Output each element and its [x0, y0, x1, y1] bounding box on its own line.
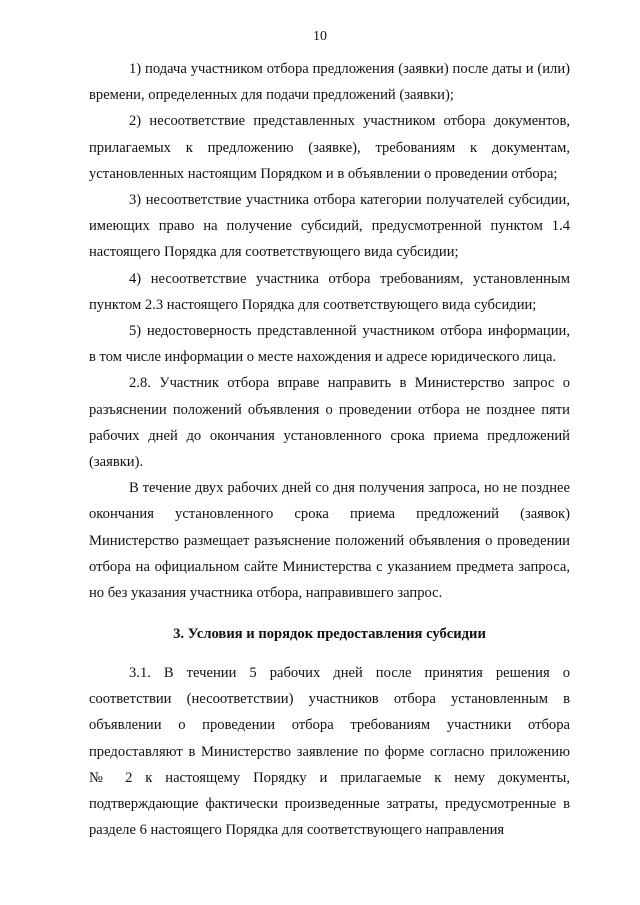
grounds-for-rejection-list	[89, 56, 570, 606]
section-3-heading: 3. Условия и порядок предоставления субсидии	[173, 626, 486, 642]
rejection-ground-3: 3) несоответствие участника отбора категории получателей субсидии, имеющих право на получение субсидий, предусмотренной пунктом 1.4 настоящего Порядка для соответствующего вида субсидии;	[89, 192, 570, 261]
clarification-paragraph: В течение двух рабочих дней со дня получения запроса, но не позднее окончания установленного срока приема предложений (заявок) Министерство размещает разъяснение положений объявления о проведении отбора на официальном сайте Министерства с указанием предмета запроса, но без указания участника отбора, направившего запрос.	[89, 480, 570, 602]
rejection-ground-2: 2) несоответствие представленных участником отбора документов, прилагаемых к предложению (заявке), требованиям к документам, установленных настоящим Порядком и в объявлении о проведении отбора;	[89, 113, 570, 182]
page-number: 10	[313, 29, 327, 44]
rejection-ground-1: 1) подача участником отбора предложения (заявки) после даты и (или) времени, определенных для подачи предложений (заявки);	[89, 61, 570, 104]
rejection-ground-5: 5) недостоверность представленной участником отбора информации, в том числе информации о месте нахождения и адресе юридического лица.	[89, 323, 570, 366]
rejection-ground-4: 4) несоответствие участника отбора требованиям, установленным пунктом 2.3 настоящего Порядка для соответствующего вида субсидии;	[89, 270, 570, 313]
section-3-body	[89, 660, 570, 843]
clause-3-1: 3.1. В течении 5 рабочих дней после принятия решения о соответствии (несоответствии) участников отбора установленным в объявлении о проведении отбора требованиям участники отбора предоставляют в Министерство заявление по форме согласно приложению № 2 к настоящему Порядку и прилагаемые к нему документы, подтверждающие фактически произведенные затраты, предусмотренные в разделе 6 настоящего Порядка для соответствующего направления	[89, 665, 570, 839]
clause-2-8: 2.8. Участник отбора вправе направить в Министерство запрос о разъяснении положений объявления о проведении отбора не позднее пяти рабочих дней до окончания установленного срока приема предложений (заявки).	[89, 375, 570, 471]
